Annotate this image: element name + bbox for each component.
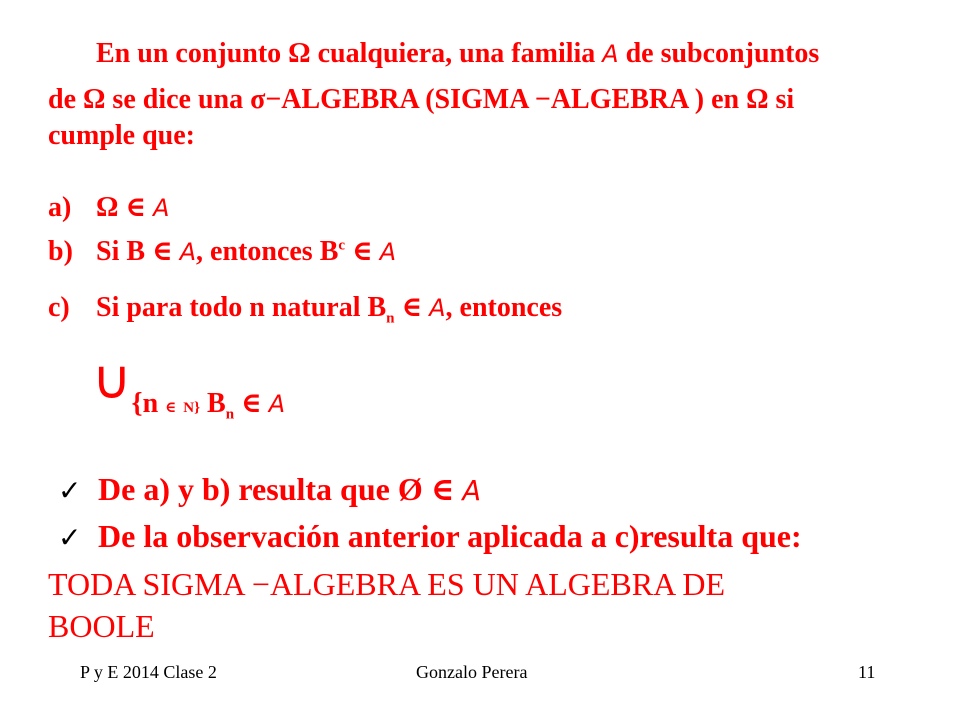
script-a-symbol: A — [379, 238, 397, 266]
checkmark-icon: ✓ — [58, 521, 82, 554]
item-b: b) Si B ∈ A, entonces $B^c$ ∈ A — [48, 236, 397, 267]
script-a-symbol: A — [429, 294, 446, 322]
conclusion-line-1: TODA SIGMA −ALGEBRA ES UN ALGEBRA DE — [48, 566, 726, 602]
footer-page-number: 11 — [858, 662, 876, 682]
item-b-label: b) — [48, 236, 73, 267]
union-symbol: ∪ — [92, 348, 132, 411]
item-c: c) Si para todo n natural $B_n$ ∈ A, entonces — [48, 292, 563, 327]
intro-line-2: de Ω se dice una σ−ALGEBRA (SIGMA −ALGEBRA ) en Ω si — [48, 84, 795, 115]
script-a-symbol: A — [602, 40, 619, 68]
footer-author: Gonzalo Perera — [416, 662, 528, 682]
script-a-symbol: A — [268, 390, 286, 418]
intro-line-1: En un conjunto Ω cualquiera, una familia A de subconjuntos — [96, 38, 820, 69]
intro-line-3: cumple que: — [48, 120, 195, 151]
union-formula: ∪{n ∈ N} $B_n$ ∈ A — [92, 348, 286, 423]
script-a-symbol: A — [179, 238, 197, 266]
item-a-label: a) — [48, 192, 72, 223]
item-a: a) Ω ∈ A — [48, 192, 170, 223]
complement-superscript: c — [338, 237, 346, 254]
checkmark-icon: ✓ — [58, 474, 82, 507]
check-item-1: ✓ De a) y b) resulta que Ø ∈ A — [58, 471, 482, 507]
item-c-label: c) — [48, 292, 70, 323]
script-a-symbol: A — [153, 194, 170, 222]
footer-course-label: P y E 2014 Clase 2 — [80, 662, 217, 682]
script-a-symbol: A — [462, 476, 482, 507]
conclusion-line-2: BOOLE — [48, 608, 155, 644]
check-item-2: ✓ De la observación anterior aplicada a c)resulta que: — [58, 518, 802, 554]
